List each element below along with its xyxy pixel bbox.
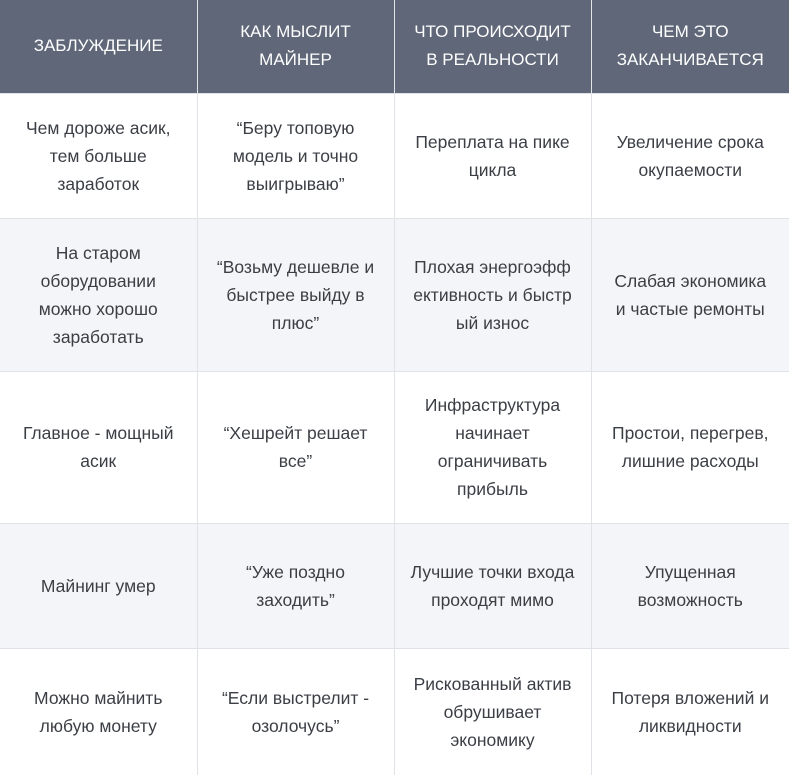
table-header xyxy=(0,0,789,93)
cell-misconception: Главное - мощный асик xyxy=(0,371,197,523)
cell-miner-thinking: “Хешрейт решает все” xyxy=(197,371,394,523)
cell-reality: Переплата на пике цикла xyxy=(394,93,591,218)
cell-miner-thinking: “Если выстрелит - озолочусь” xyxy=(197,648,394,775)
table-row xyxy=(0,218,789,371)
cell-outcome: Слабая экономика и частые ремонты xyxy=(591,218,789,371)
header-miner-thinking: КАК МЫСЛИТ МАЙНЕР xyxy=(197,0,394,93)
cell-outcome: Упущенная возможность xyxy=(591,523,789,648)
cell-misconception: На старом оборудовании можно хорошо заработать xyxy=(0,218,197,371)
header-reality: ЧТО ПРОИСХОДИТ В РЕАЛЬНОСТИ xyxy=(394,0,591,93)
cell-misconception: Можно майнить любую монету xyxy=(0,648,197,775)
cell-reality: Плохая энергоэффективность и быстрый износ xyxy=(394,218,591,371)
cell-reality: Инфраструктура начинает ограничивать прибыль xyxy=(394,371,591,523)
cell-reality: Лучшие точки входа проходят мимо xyxy=(394,523,591,648)
cell-outcome: Потеря вложений и ликвидности xyxy=(591,648,789,775)
table-body xyxy=(0,93,789,775)
cell-misconception: Майнинг умер xyxy=(0,523,197,648)
cell-outcome: Простои, перегрев, лишние расходы xyxy=(591,371,789,523)
cell-reality: Рискованный актив обрушивает экономику xyxy=(394,648,591,775)
cell-miner-thinking: “Беру топовую модель и точно выигрываю” xyxy=(197,93,394,218)
cell-miner-thinking: “Возьму дешевле и быстрее выйду в плюс” xyxy=(197,218,394,371)
header-misconception: ЗАБЛУЖДЕНИЕ xyxy=(0,0,197,93)
table-row xyxy=(0,371,789,523)
cell-outcome: Увеличение срока окупаемости xyxy=(591,93,789,218)
table-row xyxy=(0,93,789,218)
table-row xyxy=(0,523,789,648)
header-row xyxy=(0,0,789,93)
table-row xyxy=(0,648,789,775)
header-outcome: ЧЕМ ЭТО ЗАКАНЧИВАЕТСЯ xyxy=(591,0,789,93)
cell-miner-thinking: “Уже поздно заходить” xyxy=(197,523,394,648)
cell-misconception: Чем дороже асик, тем больше заработок xyxy=(0,93,197,218)
